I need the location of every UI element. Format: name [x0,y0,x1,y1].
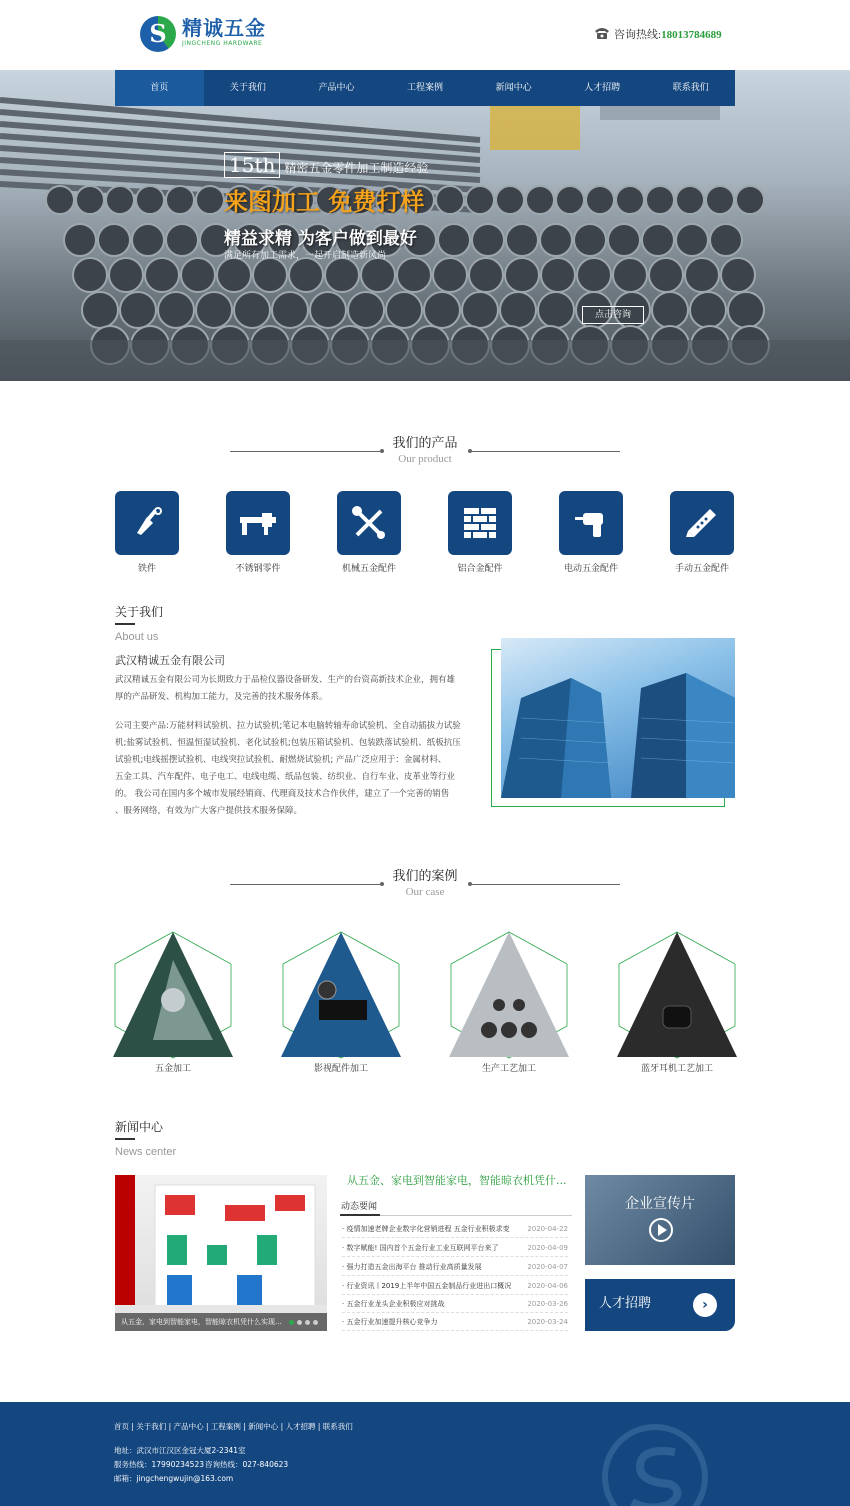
news-heading [115,1119,176,1159]
product-label: 铝合金配件 [457,564,503,574]
play-icon[interactable] [648,1217,674,1243]
products-title: 我们的产品 [392,436,458,451]
news-item-title[interactable]: · 五金行业加速提升核心竞争力 [342,1318,438,1326]
recruit-card[interactable] [585,1279,735,1331]
news-item-title[interactable]: · 数字赋能! 国内首个五金行业工业互联网平台来了 [342,1244,499,1252]
cases-title: 我们的案例 [392,869,458,884]
slide-dot[interactable] [297,1320,302,1325]
case-earphone-image[interactable] [617,930,737,1060]
footer-email[interactable]: 邮箱：jingchengwujin@163.com [114,1474,234,1483]
case-card[interactable] [617,930,737,1075]
news-item-title[interactable]: · 强力打造五金出海平台 推动行业高质量发展 [342,1263,482,1271]
news-item[interactable] [342,1295,568,1313]
product-card[interactable] [425,491,535,575]
product-label: 电动五金配件 [563,564,618,574]
product-card[interactable] [203,491,313,575]
slide-dot[interactable] [305,1320,310,1325]
slide-dot-active[interactable] [289,1320,294,1325]
news-tab[interactable]: 动态要闻 [341,1202,378,1212]
product-label: 手动五金配件 [674,564,729,574]
case-production-image[interactable] [449,930,569,1060]
news-item-date: 2020-03-24 [527,1318,568,1326]
cases-subtitle: Our case [405,886,445,898]
product-tile[interactable] [448,491,512,555]
footer-link-recruit[interactable]: 人才招聘 [285,1422,316,1431]
about-company: 武汉精诚五金有限公司 [115,654,225,667]
nav-news[interactable]: 新闻中心 [495,83,532,93]
arrow-right-icon[interactable]: › [693,1293,717,1317]
nav-contact[interactable]: 联系我们 [672,83,709,93]
cases-heading [0,869,850,899]
product-tile[interactable] [226,491,290,555]
nav-cases[interactable]: 工程案例 [407,83,444,93]
case-label: 五金加工 [154,1064,191,1074]
logo-icon[interactable] [140,16,176,52]
banner-line-1-text: 精密五金零件加工制造经验 [284,161,429,175]
news-item-title[interactable]: · 疫情加速老牌企业数字化营销进程 五金行业积极求变 [342,1225,510,1233]
saw-icon [682,503,722,543]
footer-link-about[interactable]: 关于我们 [136,1422,167,1431]
products-subtitle: Our product [398,453,452,465]
product-label: 机械五金配件 [341,564,396,574]
news-item-date: 2020-04-22 [527,1225,568,1233]
banner-slogan: 精益求精 为客户做到最好 [224,229,417,249]
news-item[interactable] [342,1313,568,1331]
heading-underline [115,1138,135,1140]
about-line: 的。 我公司在国内多个城市发展经销商、代理商及技术合作伙伴，建立了一个完善的销售 [115,789,450,799]
footer-link-contact[interactable]: 联系我们 [322,1422,353,1431]
recruit-label: 人才招聘 [599,1296,652,1311]
slide-dots [289,1320,318,1325]
footer-service-hotline: 服务热线：17990234523 [114,1460,204,1469]
about-line: 公司主要产品:万能材料试验机、拉力试验机;笔记本电脑转轴寿命试验机、全自动插拔力试验 [115,721,461,731]
case-card[interactable] [113,930,233,1075]
hotline-number[interactable]: 18013784689 [661,29,722,41]
wrench-screwdriver-icon [349,503,389,543]
main-nav [115,70,735,106]
product-tile[interactable] [115,491,179,555]
nav-about[interactable]: 关于我们 [229,83,266,93]
slide-dot[interactable] [313,1320,318,1325]
nav-home[interactable]: 首页 [115,70,204,106]
hero-banner [0,70,850,381]
footer-address: 地址：武汉市江汉区金冠大厦2-2341室 [114,1446,246,1455]
case-hardware-image[interactable] [113,930,233,1060]
case-label: 影视配件加工 [313,1064,368,1074]
news-item-date: 2020-04-09 [527,1244,568,1252]
phone-icon [594,26,610,40]
news-item[interactable] [342,1220,568,1238]
nav-recruit[interactable]: 人才招聘 [584,83,621,93]
heading-underline [115,623,135,625]
about-line: 五金工具、汽车配件、电子电工、电线电缆、纸品包装、纺织业、自行车业、皮革业等行业 [115,772,456,782]
about-line: 厚的产品研发、机构加工能力，及完善的技术服务体系。 [115,692,328,702]
news-slide-image[interactable] [115,1175,327,1331]
about-line: 试验机;电线摇摆试验机、电线突拉试验机、耐燃烧试验机; 产品广泛应用于：金属材料、 [115,755,447,765]
footer-link-home[interactable]: 首页 [114,1422,129,1431]
hotline-label: 咨询热线: [614,29,662,41]
shovel-icon [127,503,167,543]
product-card[interactable] [647,491,757,575]
product-card[interactable] [92,491,202,575]
nav-products[interactable]: 产品中心 [318,83,355,93]
caliper-icon [236,503,280,543]
product-tile[interactable] [559,491,623,555]
news-item-date: 2020-03-26 [527,1300,568,1308]
footer-link-cases[interactable]: 工程案例 [210,1422,241,1431]
pipes-image [0,70,850,381]
news-item-date: 2020-04-06 [527,1282,568,1290]
news-item-date: 2020-04-07 [527,1263,568,1271]
about-heading [115,604,163,644]
logo-subtext: JINGCHENG HARDWARE [182,40,263,47]
about-line: 机;盐雾试验机、恒温恒湿试验机、老化试验机;包装压箱试验机、包装跌落试验机、纸板抗压 [115,738,461,748]
case-card[interactable] [449,930,569,1075]
footer-link-news[interactable]: 新闻中心 [248,1422,279,1431]
product-tile[interactable] [337,491,401,555]
about-title: 关于我们 [115,605,164,619]
news-item[interactable] [342,1277,568,1295]
case-card[interactable] [281,930,401,1075]
news-subtitle: News center [115,1146,177,1158]
banner-headline: 来图加工 免费打样 [224,188,425,216]
footer-links: 首页 | 关于我们 | 产品中心 | 工程案例 | 新闻中心 | 人才招聘 | 联系我们 [114,1422,353,1431]
about-line: 、服务网络，有效为广大客户提供技术服务保障。 [115,806,303,816]
case-label: 蓝牙耳机工艺加工 [640,1064,713,1074]
product-label: 铁件 [137,564,156,574]
footer-link-products[interactable]: 产品中心 [173,1422,204,1431]
banner-tagline: 满足所有加工需求，一起开启制造新风尚 [224,251,387,261]
news-item[interactable] [342,1258,568,1276]
news-tab-underline [340,1214,380,1216]
news-item[interactable] [342,1239,568,1257]
news-headline[interactable]: 从五金、家电到智能家电，智能晾衣机凭什... [347,1174,567,1187]
product-label: 不锈钢零件 [235,564,281,574]
news-title: 新闻中心 [115,1120,164,1134]
bricks-icon [462,505,498,541]
promo-video-label: 企业宣传片 [625,1196,695,1212]
about-paragraph-2 [115,718,475,820]
about-line: 武汉精诚五金有限公司为长期致力于品检仪器设备研发、生产的台资高新技术企业，拥有雄 [115,675,456,685]
product-card[interactable] [536,491,646,575]
drill-icon [571,503,611,543]
logo-text[interactable]: 精诚五金 [182,16,266,40]
about-subtitle: About us [115,631,159,643]
news-item-title[interactable]: · 行业资讯丨2019上半年中国五金制品行业进出口概况 [342,1282,512,1290]
footer-logo-watermark [600,1422,710,1506]
case-label: 生产工艺加工 [481,1064,536,1074]
banner-badge: 15th [224,152,280,178]
banner-consult-button[interactable]: 点击咨询 [582,306,644,324]
promo-video-card[interactable] [585,1175,735,1265]
hotline [614,28,722,42]
products-heading [0,436,850,466]
product-tile[interactable] [670,491,734,555]
news-slide-caption[interactable]: 从五金、家电到智能家电，智能晾衣机凭什么实现... [115,1313,327,1331]
banner-line-1 [224,152,428,178]
product-card[interactable] [314,491,424,575]
about-building-image [501,638,735,798]
case-film-image[interactable] [281,930,401,1060]
footer-consult-hotline: 咨询热线：027-840623 [205,1460,289,1469]
about-paragraph-1 [115,672,475,706]
news-item-title[interactable]: · 五金行业龙头企业积极应对挑战 [342,1300,445,1308]
